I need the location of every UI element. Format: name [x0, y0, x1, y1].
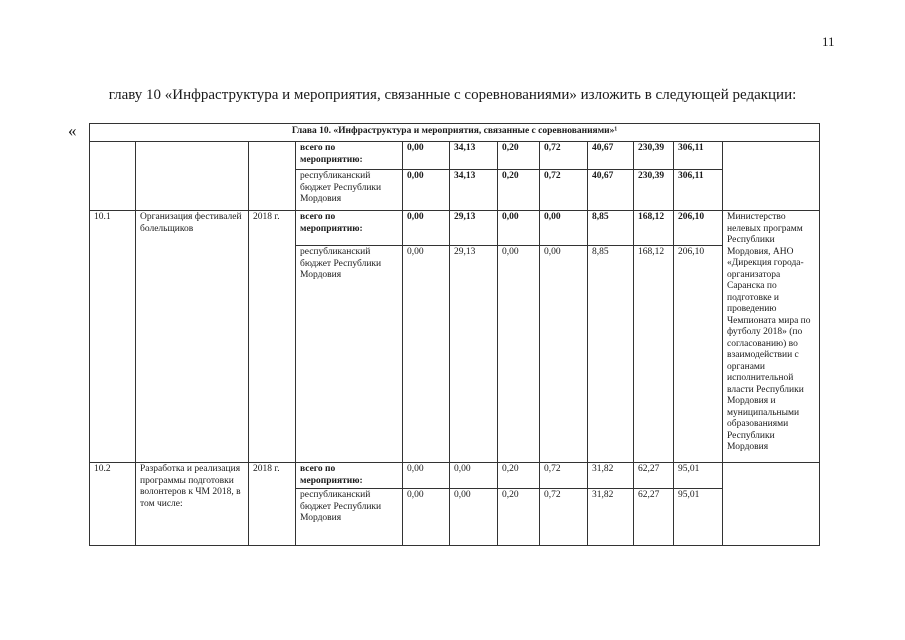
value-cell: 206,10 — [674, 211, 723, 246]
value-cell: 206,10 — [674, 246, 723, 463]
table-row — [90, 142, 820, 170]
value-cell: 0,20 — [498, 142, 540, 170]
value-cell: 34,13 — [450, 142, 498, 170]
value-cell: 0,00 — [403, 142, 450, 170]
value-cell: 95,01 — [674, 463, 723, 489]
table-row — [90, 211, 820, 246]
value-cell: 0,00 — [450, 489, 498, 546]
source-cell: всего по мероприятию: — [296, 142, 403, 170]
source-cell: всего по мероприятию: — [296, 211, 403, 246]
value-cell: 0,00 — [403, 211, 450, 246]
item-executor — [723, 463, 820, 546]
value-cell: 29,13 — [450, 211, 498, 246]
value-cell: 0,00 — [450, 463, 498, 489]
value-cell: 0,20 — [498, 489, 540, 546]
quote-mark: « — [68, 121, 77, 140]
item-year: 2018 г. — [249, 211, 296, 463]
item-number: 10.1 — [90, 211, 136, 463]
value-cell: 0,00 — [403, 463, 450, 489]
value-cell: 0,00 — [403, 170, 450, 211]
source-cell: республиканский бюджет Республики Мордовия — [296, 246, 403, 463]
value-cell: 31,82 — [588, 489, 634, 546]
table-row — [90, 463, 820, 489]
item-number: 10.2 — [90, 463, 136, 546]
value-cell: 0,20 — [498, 170, 540, 211]
value-cell: 0,00 — [540, 211, 588, 246]
value-cell: 0,00 — [540, 246, 588, 463]
program-table — [89, 123, 820, 546]
value-cell: 62,27 — [634, 489, 674, 546]
value-cell: 0,00 — [498, 211, 540, 246]
item-year: 2018 г. — [249, 463, 296, 546]
page-number: 11 — [822, 34, 835, 49]
value-cell: 0,72 — [540, 489, 588, 546]
value-cell: 31,82 — [588, 463, 634, 489]
value-cell: 230,39 — [634, 170, 674, 211]
value-cell: 29,13 — [450, 246, 498, 463]
value-cell: 40,67 — [588, 142, 634, 170]
value-cell: 306,11 — [674, 142, 723, 170]
source-cell: всего по мероприятию: — [296, 463, 403, 489]
intro-text: главу 10 «Инфраструктура и мероприятия, связанные с соревнованиями» изложить в следующей редакции: — [108, 87, 797, 103]
value-cell: 40,67 — [588, 170, 634, 211]
value-cell: 0,00 — [498, 246, 540, 463]
item-executor: Министерство нелевых программ Республики Мордовия, АНО «Дирекция города-организатора Саранска по подготовке и проведению Чемпионата мира по футболу 2018» (по согласованию) во взаимодействии с органами исполнительной власти Республики Мордовия и муниципальными образованиями Республики Мордовия — [723, 211, 820, 463]
value-cell: 0,20 — [498, 463, 540, 489]
value-cell: 8,85 — [588, 246, 634, 463]
value-cell: 306,11 — [674, 170, 723, 211]
value-cell: 168,12 — [634, 211, 674, 246]
value-cell: 0,72 — [540, 142, 588, 170]
value-cell: 0,72 — [540, 463, 588, 489]
chapter-heading-row — [90, 124, 820, 142]
chapter-heading: Глава 10. «Инфраструктура и мероприятия, связанные с соревнованиями»¹ — [90, 124, 820, 142]
value-cell: 0,72 — [540, 170, 588, 211]
value-cell: 8,85 — [588, 211, 634, 246]
source-cell: республиканский бюджет Республики Мордовия — [296, 489, 403, 546]
value-cell: 168,12 — [634, 246, 674, 463]
source-cell: республиканский бюджет Республики Мордовия — [296, 170, 403, 211]
value-cell: 230,39 — [634, 142, 674, 170]
item-name: Организация фестивалей болельщиков — [136, 211, 249, 463]
value-cell: 62,27 — [634, 463, 674, 489]
value-cell: 34,13 — [450, 170, 498, 211]
value-cell: 0,00 — [403, 489, 450, 546]
item-name: Разработка и реализация программы подготовки волонтеров к ЧМ 2018, в том числе: — [136, 463, 249, 546]
value-cell: 95,01 — [674, 489, 723, 546]
value-cell: 0,00 — [403, 246, 450, 463]
